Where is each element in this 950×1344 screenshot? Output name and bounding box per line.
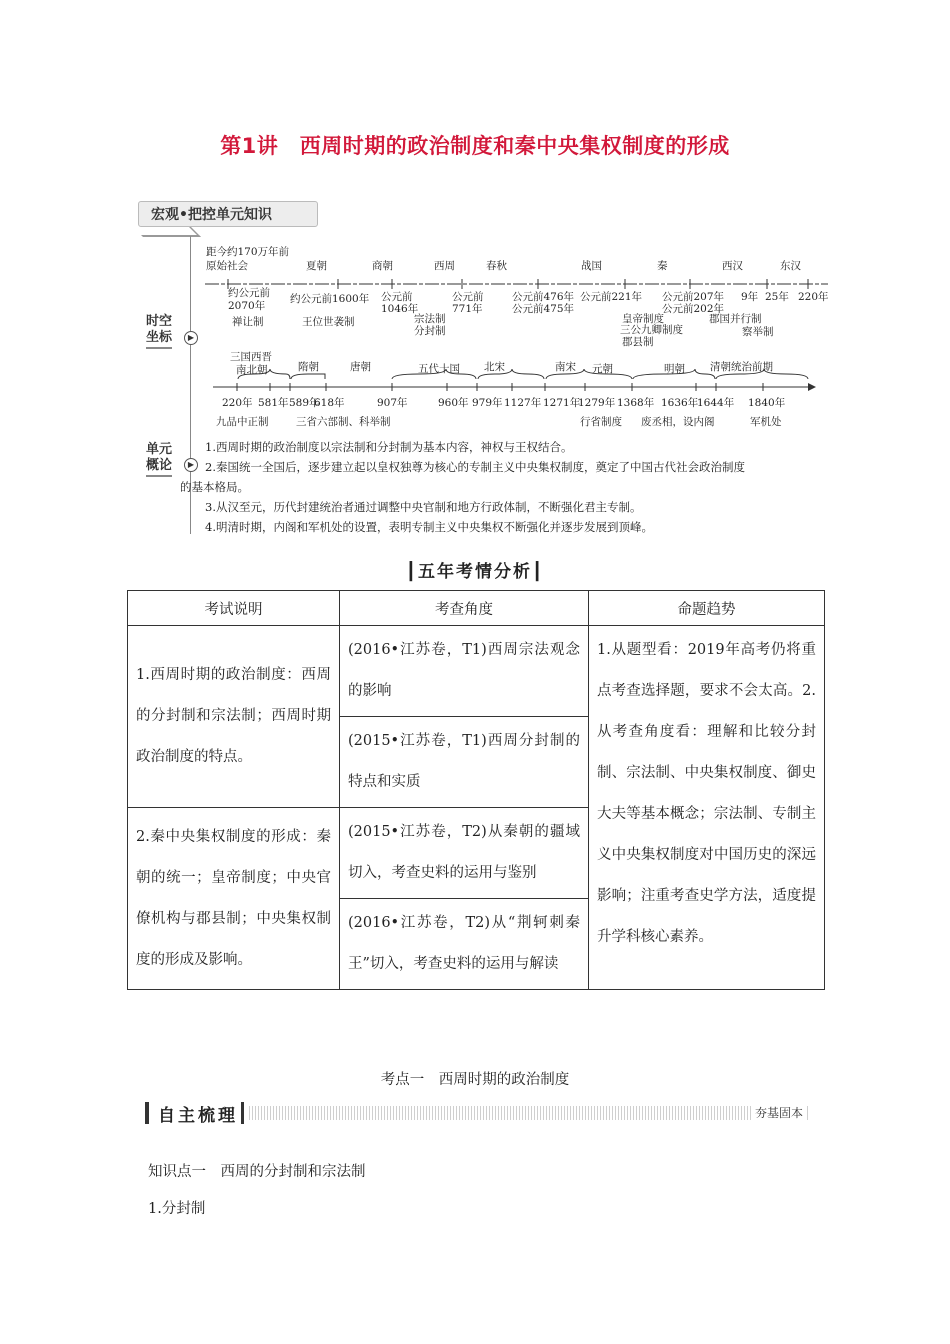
summary-line: 的基本格局。	[180, 480, 249, 494]
side-label-summary: 单元 概论	[146, 442, 172, 477]
period-label: 南宋	[555, 361, 576, 373]
kaodian-heading: 考点一 西周时期的政治制度	[380, 1072, 570, 1088]
period-label: 隋朝	[298, 361, 319, 373]
date-label: 2070年	[228, 300, 266, 312]
date-label: 公元前221年	[580, 291, 643, 303]
period-label: 秦	[657, 260, 668, 272]
self-study-banner	[145, 1099, 813, 1127]
period-label: 战国	[581, 260, 602, 272]
period-label: 西周	[434, 260, 455, 272]
period-label: 春秋	[486, 260, 507, 272]
unit-summary	[180, 437, 845, 537]
date-label: 979年	[472, 397, 503, 409]
system-label: 分封制	[414, 325, 446, 337]
system-label: 禅让制	[232, 316, 264, 328]
system-label: 行省制度	[580, 416, 622, 428]
exam-angle-cell: (2016•江苏卷，T2)从“荆轲刺秦王”切入，考查史料的运用与解读	[340, 899, 589, 990]
banner-label: 自主梳理	[158, 1106, 238, 1126]
date-label: 25年	[765, 291, 789, 303]
date-label: 1840年	[748, 397, 786, 409]
banner-stripe-decoration	[249, 1106, 809, 1120]
exam-angle-cell: (2016•江苏卷，T1)西周宗法观念的影响	[340, 626, 589, 717]
date-label: 1644年	[697, 397, 735, 409]
system-label: 九品中正制	[216, 416, 269, 428]
date-label: 公元前476年	[512, 291, 575, 303]
period-label: 元朝	[592, 363, 613, 375]
table-header-row	[128, 591, 825, 626]
exam-angle-cell: (2015•江苏卷，T1)西周分封制的特点和实质	[340, 717, 589, 808]
table-row	[128, 626, 825, 717]
date-label: 公元前	[452, 291, 484, 303]
system-label: 郡县制	[622, 336, 654, 348]
trend-cell: 1.从题型看：2019年高考仍将重点考查选择题，要求不会太高。2.从考查角度看：理解和比较分封制、宗法制、中央集权制度、御史大夫等基本概念；宗法制、专制主义中央集权制度对中国历史的深远影响；注重考查史学方法，适度提升学科核心素养。	[589, 626, 825, 990]
exam-description-cell: 2.秦中央集权制度的形成：秦朝的统一；皇帝制度；中央官僚机构与郡县制；中央集权制度的形成及影响。	[128, 808, 340, 990]
system-label: 废丞相，设内阁	[641, 416, 715, 428]
period-label: 南北朝	[236, 364, 268, 376]
period-label: 唐朝	[350, 361, 371, 373]
item-heading: 1.分封制	[148, 1201, 206, 1217]
date-label: 220年	[222, 397, 253, 409]
summary-line: 3.从汉至元，历代封建统治者通过调整中央官制和地方行政体制，不断强化君主专制。	[205, 500, 642, 514]
summary-line: 2.秦国统一全国后，逐步建立起以皇权独尊为核心的专制主义中央集权制度，奠定了中国古代社会政治制度	[205, 460, 745, 474]
date-label: 907年	[377, 397, 408, 409]
system-label: 王位世袭制	[302, 316, 355, 328]
period-label: 清朝统治前期	[710, 361, 773, 373]
summary-line: 1.西周时期的政治制度以宗法制和分封制为基本内容，神权与王权结合。	[205, 440, 573, 454]
system-label: 察举制	[742, 326, 774, 338]
system-label: 三省六部制、科举制	[296, 416, 391, 428]
date-label: 公元前475年	[512, 303, 575, 315]
date-label: 581年	[258, 397, 289, 409]
date-label: 9年	[741, 291, 759, 303]
period-label: 东汉	[780, 260, 801, 272]
date-label: 公元前	[381, 291, 413, 303]
period-label: 夏朝	[306, 260, 327, 272]
exam-analysis-table	[127, 590, 825, 990]
side-label-timeline: 时空 坐标	[146, 314, 172, 349]
system-label: 三公九卿制度	[620, 324, 683, 336]
period-label: 三国西晋	[230, 351, 272, 363]
system-label: 军机处	[750, 416, 782, 428]
period-label: 西汉	[722, 260, 743, 272]
period-label: 原始社会	[206, 260, 248, 272]
banner-bar-decoration	[241, 1102, 244, 1124]
period-label: 商朝	[372, 260, 393, 272]
date-label: 公元前207年	[662, 291, 725, 303]
date-label: 公元前202年	[662, 303, 725, 315]
date-label: 771年	[452, 303, 483, 315]
date-label: 1127年	[504, 397, 542, 409]
system-label: 郡国并行制	[709, 313, 762, 325]
period-label: 五代十国	[418, 363, 460, 375]
play-arrow-icon: ▶	[184, 331, 198, 345]
date-label: 1046年	[381, 303, 419, 315]
knowledge-point-heading: 知识点一 西周的分封制和宗法制	[148, 1164, 366, 1180]
system-label: 皇帝制度	[622, 313, 664, 325]
date-label: 220年	[798, 291, 829, 303]
play-arrow-icon: ▶	[184, 458, 198, 472]
column-header: 命题趋势	[589, 591, 825, 626]
exam-description-cell: 1.西周时期的政治制度：西周的分封制和宗法制；西周时期政治制度的特点。	[128, 626, 340, 808]
date-label: 589年	[289, 397, 320, 409]
system-label: 宗法制	[414, 313, 446, 325]
timeline-graphic	[0, 0, 950, 440]
period-label: 北宋	[484, 361, 505, 373]
period-label: 明朝	[664, 363, 685, 375]
date-label: 约公元前	[228, 287, 270, 299]
date-label: 960年	[438, 397, 469, 409]
date-label: 1279年	[578, 397, 616, 409]
banner-bar-decoration	[145, 1102, 149, 1124]
lesson-title: 第1讲 西周时期的政治制度和秦中央集权制度的形成	[220, 134, 730, 158]
date-label: 1271年	[543, 397, 581, 409]
date-label: 1636年	[661, 397, 699, 409]
date-label: 约公元前1600年	[290, 293, 370, 305]
timeline-start-note: 距今约170万年前	[206, 246, 290, 258]
column-header: 考试说明	[128, 591, 340, 626]
analysis-section-title: ┃五年考情分析┃	[405, 562, 545, 582]
macro-header: 宏观•把控单元知识	[138, 201, 318, 227]
banner-right-label: 夯基固本	[751, 1104, 807, 1121]
column-header: 考查角度	[340, 591, 589, 626]
exam-angle-cell: (2015•江苏卷，T2)从秦朝的疆域切入，考查史料的运用与鉴别	[340, 808, 589, 899]
summary-line: 4.明清时期，内阁和军机处的设置，表明专制主义中央集权不断强化并逐步发展到顶峰。	[205, 520, 653, 534]
date-label: 1368年	[617, 397, 655, 409]
date-label: 618年	[314, 397, 345, 409]
